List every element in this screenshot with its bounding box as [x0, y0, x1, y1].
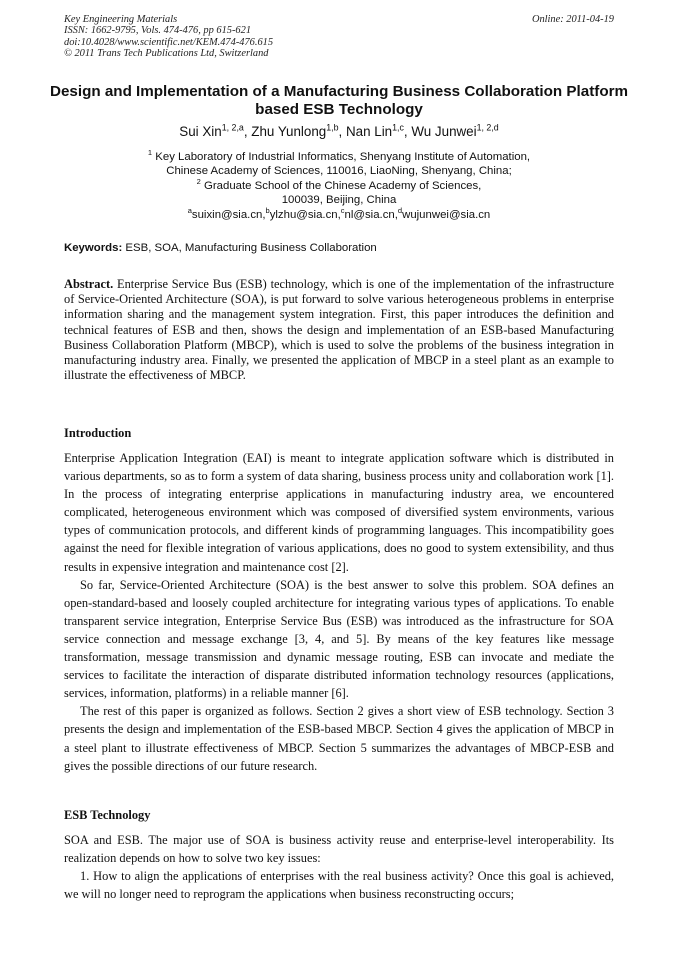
esb-section-body — [64, 831, 614, 903]
section-heading-introduction: Introduction — [64, 426, 132, 440]
keywords-label: Keywords: — [64, 242, 123, 254]
section-heading-esb: ESB Technology — [64, 808, 151, 822]
keywords — [64, 241, 624, 255]
email-link[interactable]: $^d$wujunwei@sia.cn — [397, 205, 491, 221]
journal-header — [64, 14, 273, 60]
abstract-label: Abstract. — [64, 277, 114, 291]
affiliation-1-cont: Chinese Academy of Sciences, 110016, LiaoNing, Shenyang, China; — [166, 165, 512, 178]
email-link[interactable]: $^c$nl@sia.cn, — [340, 205, 398, 221]
author: Zhu Yunlong$^{1,b}$, — [251, 122, 346, 139]
paragraph: The rest of this paper is organized as follows. Section 2 gives a short view of ESB technology. Section 3 presents the design and implementation of the ESB-based MBCP. Section 4 gives the application of MBCP in a steel plant to illustrate effectiveness of MBCP. Section 5 summarizes the advantages of MBCP-ESB and gives the possible directions of our future research. — [64, 704, 614, 773]
paragraph: So far, Service-Oriented Architecture (SOA) is the best answer to solve this problem. SOA defines an open-standard-based and loosely coupled architecture for integrating various types of applications. To enable transparent service integration, Enterprise Service Bus (ESB) was introduced as the infrastructure for SOA service connection and message exchange [3, 4, and 5]. By means of the key features like message transformation, message transmission and dynamic message routing, ESB can invocate and mediate the services to facilitate the interaction of disparate distributed information technology resources (applications, services, information, platforms) in a reliable manner [6]. — [64, 577, 614, 701]
online-date: Online: 2011-04-19 — [531, 14, 614, 25]
email-list — [40, 205, 638, 222]
author-list — [40, 124, 638, 140]
doi-line[interactable]: doi:10.4028/www.scientific.net/KEM.474-476.615 — [64, 36, 274, 48]
author: Sui Xin$^{1, 2,a}$, — [179, 122, 252, 139]
author: Wu Junwei$^{1, 2,d}$ — [411, 122, 499, 139]
affiliations — [40, 150, 638, 222]
keywords-text: ESB, SOA, Manufacturing Business Collaboration — [122, 242, 377, 254]
abstract-text: Enterprise Service Bus (ESB) technology, which is one of the implementation of the infrastructure of Service-Oriented Architecture (SOA), is put forward to solve various heterogeneous problems in enterprise information sharing and the management system integration. First, this paper introduces the definition and technical features of ESB and then, shows the design and implementation of an ESB-based Manufacturing Business Collaboration Platform (MBCP), which is used to solve the problems of the business integration in manufacturing industry area. Finally, we presented the application of MBCP in a steel plant as an example to illustrate the effectiveness of MBCP. — [64, 277, 614, 383]
email-link[interactable]: $^b$ylzhu@sia.cn, — [265, 205, 341, 221]
journal-name: Key Engineering Materials — [64, 14, 178, 25]
paragraph: Enterprise Application Integration (EAI) is meant to integrate application software which is distributed in various departments, so as to form a system of data sharing, business process unity and collaboration work [1]. In the process of integrating enterprise applications in manufacturing industry area, we encountered complicated, heterogeneous environment which was composed of diversified system environments, various types of communication protocols, and different kinds of programming languages. This incompatibility goes against the need for flexible integration of various applications, does no good to system extensibility, and thus results in expensive integration and maintenance cost [2]. — [64, 451, 614, 574]
author: Nan Lin$^{1,c}$, — [345, 122, 412, 139]
paragraph: SOA and ESB. The major use of SOA is business activity reuse and enterprise-level interoperability. Its realization depends on how to solve two key issues: — [64, 833, 614, 866]
issn-line: ISSN: 1662-9795, Vols. 474-476, pp 615-621 — [64, 25, 252, 37]
copyright-line: © 2011 Trans Tech Publications Ltd, Switzerland — [64, 48, 269, 60]
paper-title: Design and Implementation of a Manufacturing Business Collaboration Platform based ESB Technology — [49, 83, 629, 118]
affiliation-2: $^2$ Graduate School of the Chinese Academy of Sciences, — [196, 177, 482, 192]
introduction-body — [64, 449, 614, 775]
email-link[interactable]: $^a$suixin@sia.cn, — [187, 205, 266, 221]
abstract — [64, 277, 614, 383]
affiliation-2-cont: 100039, Beijing, China — [281, 194, 397, 207]
paragraph: 1. How to align the applications of enterprises with the real business activity? Once this goal is achieved, we will no longer need to reprogram the applications when business reconstructing occurs; — [64, 869, 614, 902]
affiliation-1: $^1$ Key Laboratory of Industrial Informatics, Shenyang Institute of Automation, — [147, 148, 531, 163]
